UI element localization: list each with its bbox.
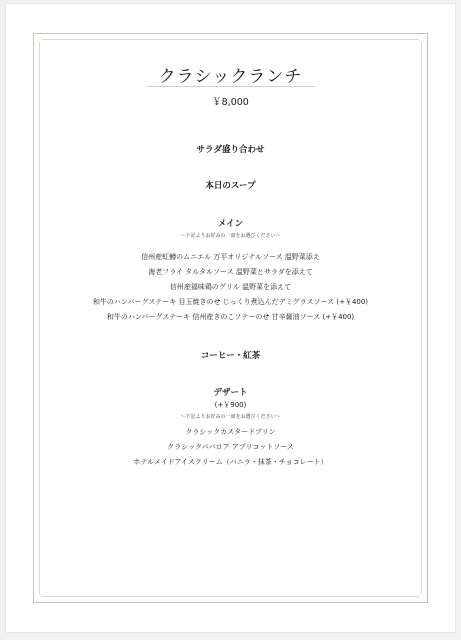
dessert-heading: デザート [213,388,248,398]
corner-ornament-top-right [419,28,433,42]
course-salad: サラダ盛り合わせ [196,145,265,155]
menu-page [6,4,455,632]
title-divider [146,86,315,87]
dessert-surcharge: (+￥900) [214,401,247,409]
course-soup: 本日のスープ [205,181,256,191]
main-item: 信州産虹鱒のムニエル 万平オリジナルソース 温野菜添え [141,253,320,261]
course-drink: コーヒー・紅茶 [200,351,261,361]
corner-ornament-top-left [28,28,42,42]
corner-ornament-bottom-right [419,594,433,608]
dessert-item: ホテルメイドアイスクリーム（バニラ・抹茶・チョコレート） [133,458,328,466]
main-item: 和牛のハンバーグステーキ 目玉焼きのせ じっくり煮込んだデミグラスソース (+￥400) [92,298,369,306]
main-item: 信州産福味鶏のグリル 温野菜を添えて [169,283,292,291]
main-item: 海老フライ タルタルソース 温野菜とサラダを添えて [148,268,313,276]
main-heading: メイン [217,219,244,229]
dessert-item: クラシックカスタードプリン [185,428,276,436]
menu-price: ￥8,000 [212,97,249,108]
dessert-item: クラシックババロア アプリコットソース [167,443,294,451]
dessert-note: 〜下記よりお好みの一皿をお選びください〜 [180,414,281,420]
main-item: 和牛のハンバーグステーキ 信州産きのこソテーのせ 甘辛醤油ソース (+￥400) [106,313,355,321]
main-note: 〜下記よりお好みの一皿をお選びください〜 [180,233,281,239]
menu-title: クラシックランチ [158,67,303,87]
corner-ornament-bottom-left [28,594,42,608]
